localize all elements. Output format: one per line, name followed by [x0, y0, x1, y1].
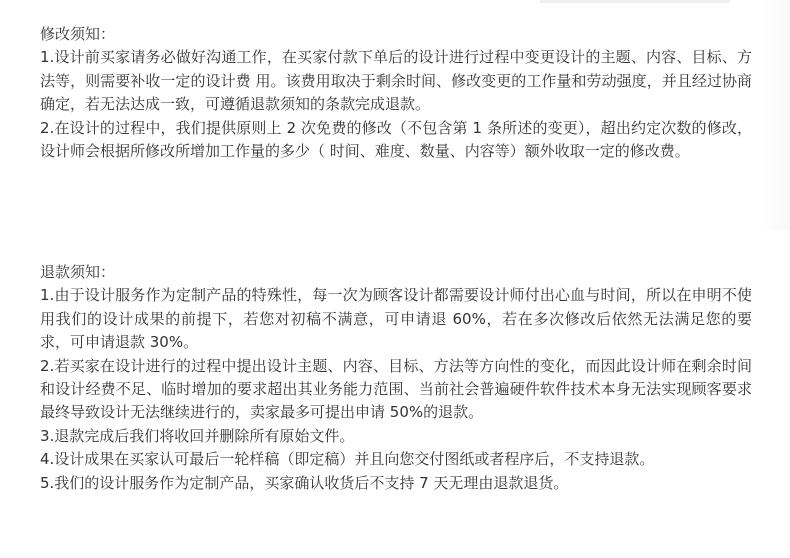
right-edge-shadow: [762, 0, 790, 230]
refund-notice-heading: 退款须知：: [40, 263, 116, 281]
refund-notice-item-3: 3.退款完成后我们将收回并删除所有原始文件。: [40, 426, 355, 445]
modify-notice-item-2: 2.在设计的过程中，我们提供原则上 2 次免费的修改（不包含第 1 条所述的变更），超出约定次数的修改，设计师会根据所修改所增加工作量的多少（ 时间、难度、数量、内容等）额外收取一定的修改费。: [40, 118, 752, 161]
refund-notice-item-2: 2.若买家在设计进行的过程中提出设计主题、内容、目标、方法等方向性的变化，而因此设计师在剩余时间和设计经费不足、临时增加的要求超出其业务能力范围、当前社会普遍硬件软件技术本身无法实现顾客要求最终导致设计无法继续进行的，卖家最多可提出申请 50%的退款。: [40, 356, 752, 422]
refund-notice-item-4: 4.设计成果在买家认可最后一轮样稿（即定稿）并且向您交付图纸或者程序后，不支持退款。: [40, 450, 655, 469]
modify-notice-heading: 修改须知：: [40, 25, 116, 43]
refund-notice-item-5: 5.我们的设计服务作为定制产品，买家确认收货后不支持 7 天无理由退款退货。: [40, 473, 569, 492]
modify-notice-section: [40, 23, 752, 163]
top-divider: [540, 0, 730, 3]
refund-notice-item-1: 1.由于设计服务作为定制产品的特殊性，每一次为顾客设计都需要设计师付出心血与时间，所以在申明不使用我们的设计成果的前提下，若您对初稿不满意，可申请退 60%，若在多次修改后依然无法满足您的要求，可申请退款 30%。: [40, 286, 752, 352]
refund-notice-section: [40, 261, 752, 495]
modify-notice-item-1: 1.设计前买家请务必做好沟通工作，在买家付款下单后的设计进行过程中变更设计的主题、内容、目标、方法等，则需要补收一定的设计费 用。该费用取决于剩余时间、修改变更的工作量和劳动强度，并且经过协商确定，若无法达成一致，可遵循退款须知的条款完成退款。: [40, 48, 752, 114]
